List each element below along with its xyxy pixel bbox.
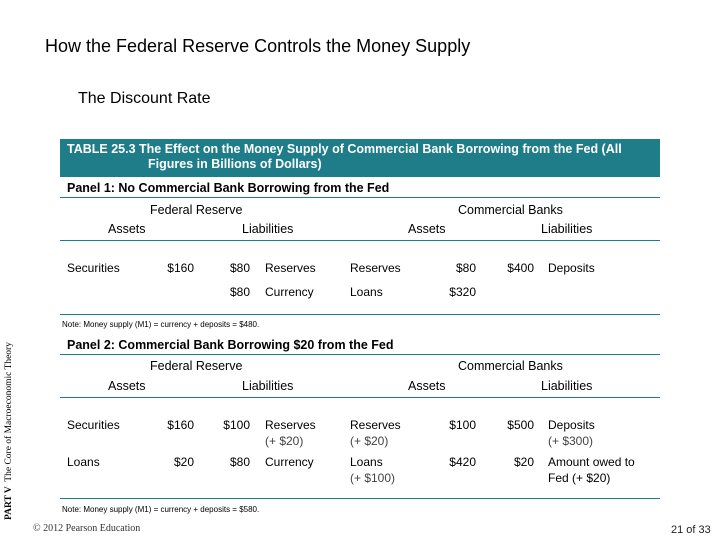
side-part-text: The Core of Macroeconomic Theory <box>4 342 14 482</box>
panel1-banks-header: Commercial Banks <box>458 203 563 217</box>
p1-fed-asset-label: Securities <box>67 261 120 275</box>
p2-fed-liab2-value: $80 <box>229 455 250 469</box>
panel2-title: Panel 2: Commercial Bank Borrowing $20 from the Fed <box>67 338 394 352</box>
p1-fed-liab-value: $80 <box>229 261 250 275</box>
panel2-divider <box>60 354 660 355</box>
panel2-bank-assets: Assets <box>408 379 446 393</box>
p2-fed-asset-label: Securities <box>67 418 120 432</box>
side-part-number: PART V <box>4 486 14 520</box>
page-number: 21 of 33 <box>671 524 711 536</box>
p1-bank-liab-label: Deposits <box>548 261 595 275</box>
panel2-bottom-rule <box>60 498 660 499</box>
p2-fed-liab-value: $100 <box>223 418 250 432</box>
p1-fed-liab-label: Reserves <box>265 261 316 275</box>
p2-bank-liab-change: (+ $300) <box>548 434 594 448</box>
p2-bank-asset2-value: $420 <box>449 455 476 469</box>
panel1-fed-assets: Assets <box>108 222 146 236</box>
p2-bank-liab-value: $500 <box>507 418 534 432</box>
side-part-label <box>4 300 18 520</box>
p2-bank-liab2-label: Amount owed to <box>548 455 635 469</box>
panel1-bank-assets: Assets <box>408 222 446 236</box>
table-title-line1: TABLE 25.3 The Effect on the Money Supply of Commercial Bank Borrowing from the Fed (All <box>67 142 622 156</box>
p2-bank-asset2-label: Loans <box>350 455 383 469</box>
panel2-fed-assets: Assets <box>108 379 146 393</box>
panel1-title: Panel 1: No Commercial Bank Borrowing from the Fed <box>67 181 390 195</box>
p2-fed-liab2-label: Currency <box>265 455 314 469</box>
p2-bank-asset2-change: (+ $100) <box>350 471 396 485</box>
p2-bank-asset-change: (+ $20) <box>350 434 389 448</box>
section-title: The Discount Rate <box>78 90 211 107</box>
panel1-bank-liabilities: Liabilities <box>541 222 593 236</box>
footer-copyright: © 2012 Pearson Education <box>33 523 141 534</box>
table-title-line2: Figures in Billions of Dollars) <box>148 157 322 171</box>
panel2-header-divider <box>60 397 660 398</box>
p2-bank-asset-label: Reserves <box>350 418 401 432</box>
panel1-header-divider <box>60 240 660 241</box>
panel1-note: Note: Money supply (M1) = currency + deposits = $480. <box>62 320 260 329</box>
panel2-fed-liabilities: Liabilities <box>242 379 294 393</box>
p2-bank-liab2-value: $20 <box>513 455 534 469</box>
p2-bank-liab-label: Deposits <box>548 418 595 432</box>
panel1-fed-header: Federal Reserve <box>150 203 243 217</box>
p1-fed-liab2-value: $80 <box>229 285 250 299</box>
p1-bank-asset-label: Reserves <box>350 261 401 275</box>
p2-bank-asset-value: $100 <box>449 418 476 432</box>
p2-fed-asset2-label: Loans <box>67 455 100 469</box>
panel2-fed-header: Federal Reserve <box>150 359 243 373</box>
panel2-banks-header: Commercial Banks <box>458 359 563 373</box>
table-title-bar <box>60 139 660 177</box>
slide-title: How the Federal Reserve Controls the Money Supply <box>45 36 471 56</box>
p1-fed-liab2-label: Currency <box>265 285 314 299</box>
p2-bank-liab2-label-cont: Fed (+ $20) <box>548 471 611 485</box>
p2-fed-liab-label: Reserves <box>265 418 316 432</box>
p2-fed-asset2-value: $20 <box>173 455 194 469</box>
p1-fed-asset-value: $160 <box>167 261 194 275</box>
p1-bank-liab-value: $400 <box>507 261 534 275</box>
panel2-bank-liabilities: Liabilities <box>541 379 593 393</box>
panel1-bottom-rule <box>60 314 660 315</box>
p1-bank-asset-value: $80 <box>455 261 476 275</box>
panel1-fed-liabilities: Liabilities <box>242 222 294 236</box>
panel2-note: Note: Money supply (M1) = currency + deposits = $580. <box>62 505 260 514</box>
p2-fed-liab-change: (+ $20) <box>265 434 304 448</box>
p2-fed-asset-value: $160 <box>167 418 194 432</box>
panel1-divider <box>60 197 660 198</box>
p1-bank-asset2-label: Loans <box>350 285 383 299</box>
p1-bank-asset2-value: $320 <box>449 285 476 299</box>
